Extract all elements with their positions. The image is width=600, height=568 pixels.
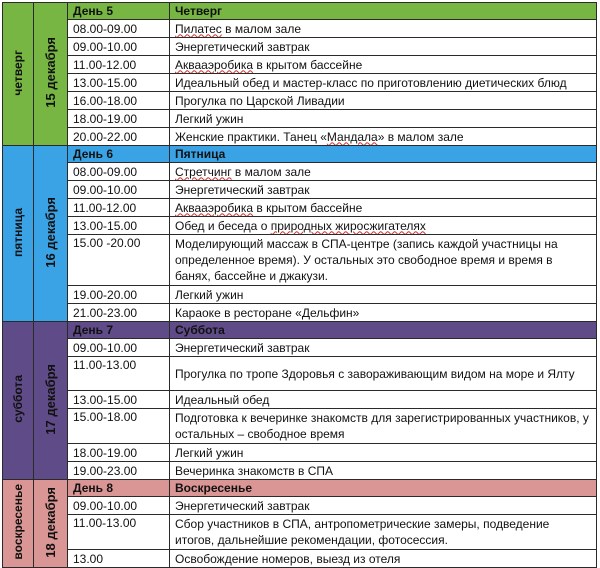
day-header-row bbox=[3, 3, 597, 20]
weekday-cell bbox=[3, 3, 34, 146]
time-cell: 18.00-19.00 bbox=[68, 444, 170, 462]
table-row bbox=[3, 235, 597, 286]
day-title: Воскресенье bbox=[170, 480, 597, 497]
table-row bbox=[3, 38, 597, 56]
day-title: Суббота bbox=[170, 322, 597, 339]
table-row bbox=[3, 444, 597, 462]
event-cell: Энергетический завтрак bbox=[170, 497, 597, 515]
event-cell: Сбор участников в СПА, антропометрические замеры, подведение итогов, дальнейшие рекомендации, фотосессия. bbox=[170, 515, 597, 550]
table-row bbox=[3, 357, 597, 391]
table-row bbox=[3, 409, 597, 444]
table-row bbox=[3, 515, 597, 550]
table-row bbox=[3, 339, 597, 357]
time-cell: 15.00-18.00 bbox=[68, 409, 170, 444]
weekday-label: суббота bbox=[11, 375, 25, 423]
time-cell: 09.00-10.00 bbox=[68, 339, 170, 357]
table-row bbox=[3, 163, 597, 181]
day-label: День 5 bbox=[68, 3, 170, 20]
time-cell: 08.00-09.00 bbox=[68, 20, 170, 38]
weekday-cell bbox=[3, 322, 34, 480]
table-row bbox=[3, 304, 597, 322]
time-cell: 18.00-19.00 bbox=[68, 110, 170, 128]
day-header-row bbox=[3, 146, 597, 163]
date-cell bbox=[34, 322, 68, 480]
time-cell: 13.00-15.00 bbox=[68, 74, 170, 92]
time-cell: 21.00-23.00 bbox=[68, 304, 170, 322]
date-label: 15 декабря bbox=[42, 37, 58, 108]
day-header-row bbox=[3, 322, 597, 339]
time-cell: 09.00-10.00 bbox=[68, 497, 170, 515]
weekday-label: пятница bbox=[11, 207, 25, 257]
event-cell: Энергетический завтрак bbox=[170, 339, 597, 357]
weekday-label: воскресенье bbox=[11, 484, 25, 560]
date-cell bbox=[34, 3, 68, 146]
day-header-row bbox=[3, 480, 597, 497]
event-cell: Караоке в ресторане «Дельфин» bbox=[170, 304, 597, 322]
event-cell: Обед и беседа о природных жиросжигателях bbox=[170, 217, 597, 235]
event-cell: Моделирующий массаж в СПА-центре (запись каждой участницы на определенное время). У остальных это свободное время и время в банях, бассейне и джакузи. bbox=[170, 235, 597, 286]
day-title: Пятница bbox=[170, 146, 597, 163]
time-cell: 16.00-18.00 bbox=[68, 92, 170, 110]
table-row bbox=[3, 74, 597, 92]
date-label: 17 декабря bbox=[42, 363, 58, 435]
date-label: 16 декабря bbox=[42, 196, 58, 268]
date-cell bbox=[34, 146, 68, 322]
table-row bbox=[3, 217, 597, 235]
event-cell: Энергетический завтрак bbox=[170, 181, 597, 199]
table-row bbox=[3, 56, 597, 74]
table-row bbox=[3, 462, 597, 480]
event-cell: Прогулка по Царской Ливадии bbox=[170, 92, 597, 110]
event-cell: Легкий ужин bbox=[170, 444, 597, 462]
event-cell: Стретчинг в малом зале bbox=[170, 163, 597, 181]
event-cell: Легкий ужин bbox=[170, 286, 597, 304]
table-row bbox=[3, 391, 597, 409]
time-cell: 20.00-22.00 bbox=[68, 128, 170, 146]
time-cell: 09.00-10.00 bbox=[68, 181, 170, 199]
event-cell: Аквааэробика в крытом бассейне bbox=[170, 56, 597, 74]
weekday-cell bbox=[3, 146, 34, 322]
event-cell: Энергетический завтрак bbox=[170, 38, 597, 56]
table-row bbox=[3, 286, 597, 304]
time-cell: 13.00-15.00 bbox=[68, 391, 170, 409]
time-cell: 11.00-13.00 bbox=[68, 357, 170, 391]
date-cell bbox=[34, 480, 68, 568]
time-cell: 19.00-23.00 bbox=[68, 462, 170, 480]
event-cell: Прогулка по тропе Здоровья с завораживающим видом на море и Ялту bbox=[170, 357, 597, 391]
time-cell: 11.00-12.00 bbox=[68, 199, 170, 217]
table-row bbox=[3, 110, 597, 128]
day-label: День 8 bbox=[68, 480, 170, 497]
event-cell: Аквааэробика в крытом бассейне bbox=[170, 199, 597, 217]
event-cell: Пилатес в малом зале bbox=[170, 20, 597, 38]
time-cell: 11.00-13.00 bbox=[68, 515, 170, 550]
day-label: День 6 bbox=[68, 146, 170, 163]
event-cell: Подготовка к вечеринке знакомств для зарегистрированных участников, у остальных – свободное время bbox=[170, 409, 597, 444]
event-cell: Вечеринка знакомств в СПА bbox=[170, 462, 597, 480]
event-cell: Идеальный обед и мастер-класс по приготовлению диетических блюд bbox=[170, 74, 597, 92]
time-cell: 13.00-15.00 bbox=[68, 217, 170, 235]
table-row bbox=[3, 497, 597, 515]
date-label: 18 декабря bbox=[42, 486, 58, 558]
table-row bbox=[3, 92, 597, 110]
event-cell: Идеальный обед bbox=[170, 391, 597, 409]
event-cell: Женские практики. Танец «Мандала» в малом зале bbox=[170, 128, 597, 146]
weekday-label: четверг bbox=[11, 49, 25, 96]
time-cell: 15.00 -20.00 bbox=[68, 235, 170, 286]
schedule-table bbox=[2, 2, 597, 568]
event-cell: Легкий ужин bbox=[170, 110, 597, 128]
day-title: Четверг bbox=[170, 3, 597, 20]
day-label: День 7 bbox=[68, 322, 170, 339]
event-cell: Освобождение номеров, выезд из отеля bbox=[170, 550, 597, 568]
table-row bbox=[3, 128, 597, 146]
table-row bbox=[3, 550, 597, 568]
table-row bbox=[3, 199, 597, 217]
time-cell: 19.00-20.00 bbox=[68, 286, 170, 304]
time-cell: 09.00-10.00 bbox=[68, 38, 170, 56]
time-cell: 11.00-12.00 bbox=[68, 56, 170, 74]
table-row bbox=[3, 20, 597, 38]
weekday-cell bbox=[3, 480, 34, 568]
time-cell: 08.00-09.00 bbox=[68, 163, 170, 181]
table-row bbox=[3, 181, 597, 199]
time-cell: 13.00 bbox=[68, 550, 170, 568]
